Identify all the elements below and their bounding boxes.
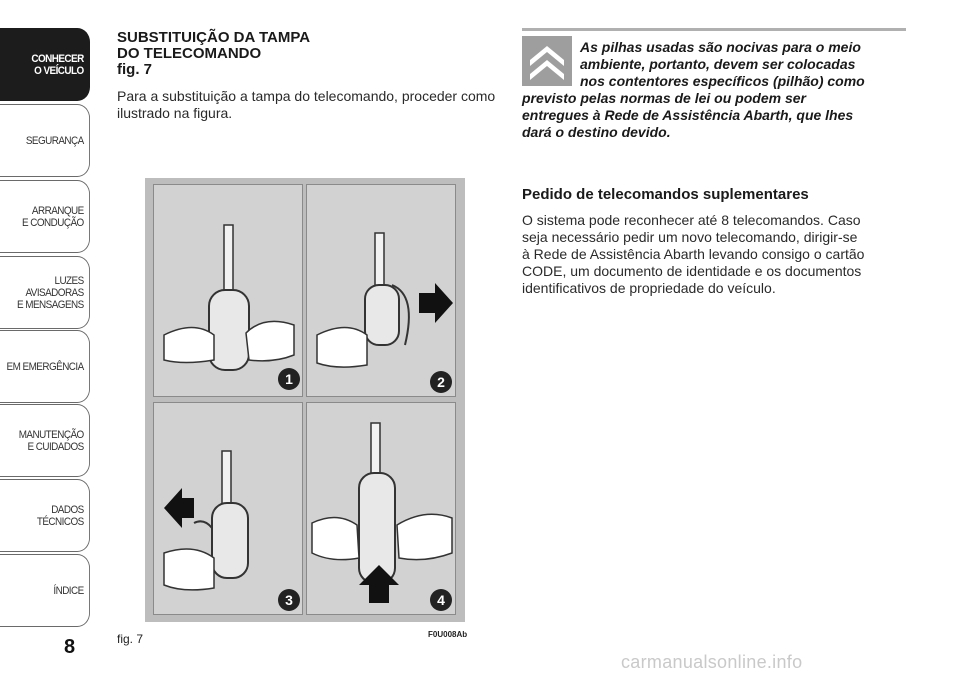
step-number: 3 <box>285 592 293 608</box>
tab-label: CONHECER O VEÍCULO <box>31 52 84 77</box>
tab-label: ÍNDICE <box>53 584 84 597</box>
warning-line: ambiente, portanto, devem ser colocadas <box>580 56 856 72</box>
title-line: DO TELECOMANDO <box>117 45 262 62</box>
figure-panel-2 <box>306 184 456 397</box>
figure-panel-1 <box>153 184 303 397</box>
remote-illustration <box>154 403 303 615</box>
figure-code: F0U008Ab <box>428 630 468 639</box>
remote-illustration <box>307 403 456 615</box>
remote-illustration <box>307 185 456 397</box>
tab-em-emergencia[interactable] <box>0 330 90 403</box>
step-number: 2 <box>437 374 445 390</box>
title-line: SUBSTITUIÇÃO DA TAMPA <box>117 29 311 46</box>
tab-label: ARRANQUE E CONDUÇÃO <box>21 204 84 229</box>
right-section-heading: Pedido de telecomandos suplementares <box>522 186 809 203</box>
figure-caption: fig. 7 <box>117 632 144 646</box>
warning-line: nos contentores específicos (pilhão) como <box>580 73 865 89</box>
warning-line: As pilhas usadas são nocivas para o meio <box>580 39 861 55</box>
title-line: fig. 7 <box>117 61 153 78</box>
warning-line: dará o destino devido. <box>522 124 671 140</box>
step-number: 4 <box>437 592 445 608</box>
tab-label: MANUTENÇÃO E CUIDADOS <box>18 428 84 453</box>
body-line: à Rede de Assistência Abarth levando consigo o cartão <box>522 246 865 262</box>
figure-remote-cover <box>145 178 465 622</box>
tab-seguranca[interactable] <box>0 104 90 177</box>
body-line: CODE, um documento de identidade e os documentos <box>522 263 862 279</box>
tab-manutencao-e-cuidados[interactable] <box>0 404 90 477</box>
remote-illustration <box>154 185 303 397</box>
warning-divider <box>522 28 906 31</box>
figure-panel-3 <box>153 402 303 615</box>
tab-label: EM EMERGÊNCIA <box>6 360 84 373</box>
body-line: identificativos de propriedade do veículo. <box>522 280 776 296</box>
tab-arranque-e-conducao[interactable] <box>0 180 90 253</box>
tab-label: SEGURANÇA <box>25 134 84 147</box>
warning-text <box>522 39 908 141</box>
left-column <box>117 30 497 122</box>
section-title <box>117 30 497 78</box>
arrow-right-icon <box>419 283 453 323</box>
tab-luzes-avisadoras[interactable] <box>0 256 90 329</box>
tab-dados-tecnicos[interactable] <box>0 479 90 552</box>
arrow-left-icon <box>164 488 194 528</box>
watermark: carmanualsonline.info <box>621 652 803 672</box>
warning-line: previsto pelas normas de lei ou podem ser <box>522 90 806 106</box>
section-body: Para a substituição a tampa do telecomando, proceder como ilustrado na figura. <box>117 88 496 121</box>
tab-label: LUZES AVISADORAS E MENSAGENS <box>17 274 84 311</box>
tab-indice[interactable] <box>0 554 90 627</box>
tab-label: DADOS TÉCNICOS <box>36 503 84 528</box>
page-number: 8 <box>64 636 76 658</box>
warning-line: entregues à Rede de Assistência Abarth, que lhes <box>522 107 854 123</box>
body-line: seja necessário pedir um novo telecomando, dirigir-se <box>522 229 858 245</box>
step-number: 1 <box>285 371 293 387</box>
figure-panel-4 <box>306 402 456 615</box>
body-line: O sistema pode reconhecer até 8 telecomandos. Caso <box>522 212 861 228</box>
tab-conhecer-o-veiculo[interactable] <box>0 28 90 101</box>
right-section-body <box>522 212 908 297</box>
